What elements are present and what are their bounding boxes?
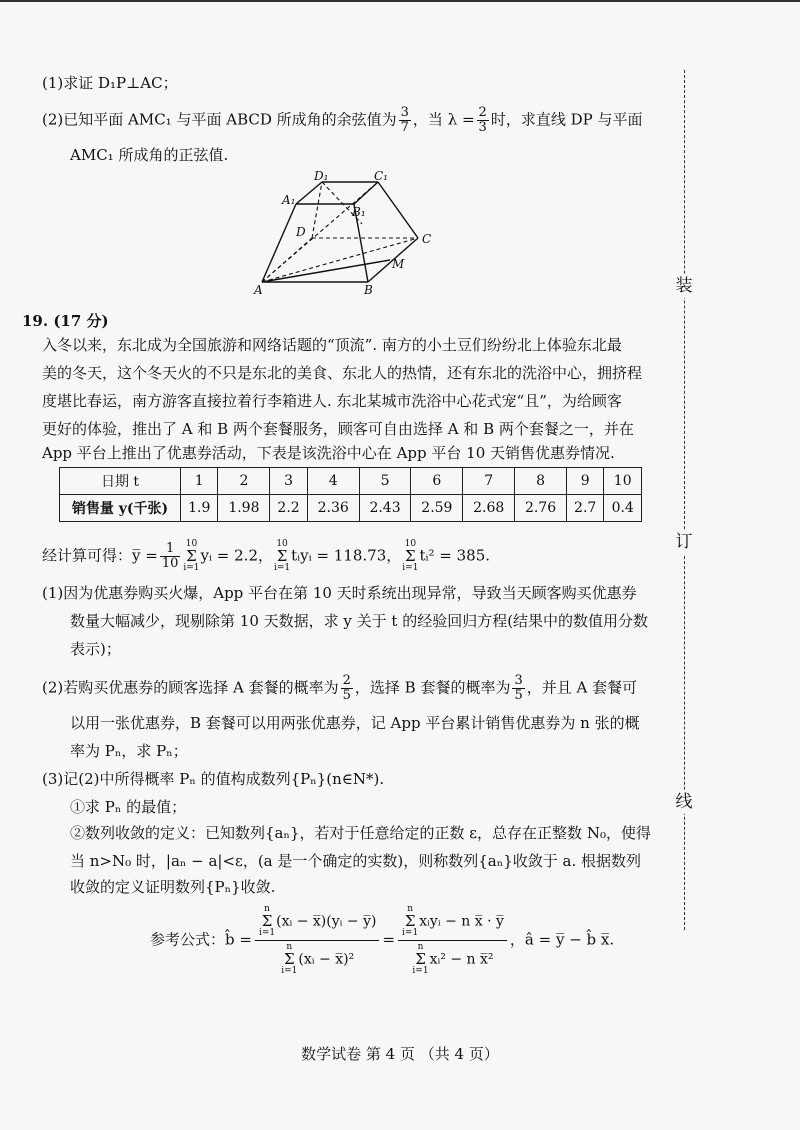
q19-part2-line2: 以用一张优惠券，B 套餐可以用两张优惠券，记 App 平台累计销售优惠券为 n 张的概: [70, 714, 640, 732]
day-cell: 10: [604, 468, 642, 495]
sales-cell: 2.7: [566, 495, 603, 522]
sales-cell: 2.36: [307, 495, 359, 522]
edge-A1D1: [296, 182, 322, 204]
sum-bottom: i=1: [281, 966, 298, 976]
binding-char-xian: 线: [672, 790, 696, 814]
sales-cell: 1.9: [181, 495, 218, 522]
label-D1: D₁: [314, 169, 329, 183]
formula-den-1: [255, 941, 380, 976]
calc-sum1: yᵢ = 2.2，: [200, 546, 273, 565]
table-row-days: [60, 468, 642, 495]
q18-part2-text-c: 时，求直线 DP 与平面: [490, 110, 643, 129]
label-A: A: [254, 283, 263, 296]
q18-part2-line2: AMC₁ 所成角的正弦值.: [70, 146, 229, 164]
label-B: B: [364, 283, 373, 296]
sum-top: n: [264, 904, 270, 914]
sigma: Σ: [415, 950, 426, 968]
label-B1: B₁: [352, 205, 366, 219]
sum-symbol: [402, 540, 418, 573]
p2-text-a: (2)若购买优惠券的顾客选择 A 套餐的概率为: [42, 678, 339, 697]
frustum-figure: [240, 168, 440, 296]
q19-part3-sub2-line3: 收敛的定义证明数列{Pₙ}收敛.: [70, 878, 276, 896]
sum-symbol: [274, 540, 290, 573]
p2-fraction-b: [512, 674, 524, 703]
calc-sum3: tᵢ² = 385.: [419, 546, 490, 565]
binding-char-zhuang: 装: [672, 274, 696, 298]
label-A1: A₁: [282, 193, 296, 207]
day-cell: 6: [411, 468, 463, 495]
sales-cell: 2.59: [411, 495, 463, 522]
q19-part2-line3: 率为 Pₙ，求 Pₙ；: [70, 742, 188, 760]
reference-formula: [150, 905, 614, 976]
frac-den: 3: [478, 120, 487, 135]
day-cell: 5: [359, 468, 411, 495]
q19-part2-line1: [42, 674, 637, 703]
frac-num: 2: [342, 673, 351, 688]
calc-fraction: [160, 542, 181, 571]
formula-num-2: [398, 905, 507, 941]
formula-num-1: [255, 905, 380, 941]
page-footer: 数学试卷 第 4 页 （共 4 页）: [301, 1045, 499, 1063]
sum-top: 10: [404, 539, 417, 549]
formula-den-2: [398, 941, 507, 976]
sum-top: 10: [185, 539, 198, 549]
frac-num: 3: [514, 673, 523, 688]
p2-text-b: ，选择 B 套餐的概率为: [354, 678, 511, 697]
sigma: Σ: [261, 912, 273, 930]
q19-part1-line2: 数量大幅减少，现剔除第 10 天数据，求 y 关于 t 的经验回归方程(结果中的数值用分数: [70, 612, 649, 630]
q18-part2-line1: [42, 106, 642, 135]
q18-cos-fraction: [399, 106, 411, 135]
sum-symbol: [402, 905, 418, 938]
sum-bottom: i=1: [183, 563, 200, 573]
p2-text-c: ，并且 A 套餐可: [526, 678, 638, 697]
day-cell: 7: [463, 468, 515, 495]
sum-bottom: i=1: [402, 563, 419, 573]
formula-num-1-text: (xᵢ − x̅)(yᵢ − y̅): [276, 913, 377, 930]
edge-AA1: [262, 204, 296, 282]
q19-part1-line3: 表示)；: [70, 640, 121, 658]
sum-bottom: i=1: [273, 563, 291, 573]
table-row-sales: [60, 495, 642, 522]
day-cell: 2: [218, 468, 270, 495]
q19-part1-line1: (1)因为优惠券购买火爆，App 平台在第 10 天时系统出现异常，导致当天顾客购买优惠券: [42, 584, 637, 602]
day-cell: 4: [307, 468, 359, 495]
sum-top: n: [417, 942, 424, 952]
sales-cell: 2.2: [270, 495, 307, 522]
sum-top: 10: [276, 539, 288, 549]
q19-part3-sub2-line2: 当 n>N₀ 时，|aₙ − a|<ε，(a 是一个确定的实数)，则称数列{aₙ}收敛于 a. 根据数列: [70, 852, 642, 870]
sales-cell: 0.4: [604, 495, 642, 522]
sum-bottom: i=1: [402, 928, 419, 938]
sales-table: [59, 467, 642, 522]
binding-char-ding: 订: [672, 530, 696, 554]
sum-symbol: [412, 943, 428, 976]
q18-part2-text-a: (2)已知平面 AMC₁ 与平面 ABCD 所成角的余弦值为: [42, 110, 397, 129]
sigma: Σ: [276, 547, 288, 565]
day-cell: 8: [515, 468, 567, 495]
q18-lambda-fraction: [477, 106, 489, 135]
table-header-date: 日期 t: [60, 468, 181, 495]
day-cell: 1: [181, 468, 218, 495]
p2-fraction-a: [341, 674, 353, 703]
formula-prefix: 参考公式：b̂ =: [150, 930, 252, 949]
q19-intro-line5: App 平台上推出了优惠券活动，下表是该洗浴中心在 App 平台 10 天销售优惠券情况.: [42, 444, 615, 462]
frac-num: 2: [478, 105, 487, 120]
formula-frac-1: [255, 905, 380, 976]
frac-den: 5: [342, 688, 351, 703]
calc-prefix: 经计算可得：: [42, 546, 133, 565]
q19-intro-line4: 更好的体验，推出了 A 和 B 两个套餐服务，顾客可自由选择 A 和 B 两个套餐之一，并在: [42, 420, 634, 438]
q19-intro-line1: 入冬以来，东北成为全国旅游和网络话题的“顶流”. 南方的小土豆们纷纷北上体验东北最: [42, 336, 622, 354]
label-D: D: [296, 225, 306, 239]
day-cell: 9: [566, 468, 603, 495]
sales-cell: 2.76: [515, 495, 567, 522]
frac-den: 5: [514, 688, 523, 703]
sales-cell: 1.98: [218, 495, 270, 522]
q19-part3: (3)记(2)中所得概率 Pₙ 的值构成数列{Pₙ}(n∈N*).: [42, 770, 385, 788]
formula-frac-2: [398, 905, 507, 976]
formula-suffix: ，â = y̅ − b̂ x̅.: [509, 930, 615, 949]
calc-sum2: tᵢyᵢ = 118.73，: [291, 546, 402, 565]
formula-eq: =: [382, 930, 396, 949]
frac-den: 10: [161, 556, 179, 571]
sum-bottom: i=1: [412, 966, 429, 976]
sum-symbol: [183, 540, 199, 573]
top-border-line: [0, 0, 800, 2]
label-C1: C₁: [374, 169, 388, 183]
formula-num-2-text: xᵢyᵢ − n x̅ · y̅: [419, 913, 504, 930]
label-C: C: [422, 232, 432, 246]
q19-intro-line2: 美的冬天，这个冬天火的不只是东北的美食、东北人的热情，还有东北的洗浴中心，拥挤程: [42, 364, 643, 382]
sales-cell: 2.43: [359, 495, 411, 522]
sales-cell: 2.68: [463, 495, 515, 522]
q19-title: 19. (17 分): [22, 312, 109, 330]
sum-bottom: i=1: [258, 928, 276, 938]
sigma: Σ: [186, 547, 197, 565]
q19-intro-line3: 度堪比春运，南方游客直接拉着行李箱进人. 东北某城市洗浴中心花式宠“且”，为给顾客: [42, 392, 622, 410]
q18-part2-text-b: ，当 λ =: [412, 110, 475, 129]
q19-part3-sub2-line1: ②数列收敛的定义：已知数列{aₙ}，若对于任意给定的正数 ε，总存在正整数 N₀，使得: [70, 824, 651, 842]
hidden-line-AC1: [262, 182, 378, 282]
q19-calc-line: [42, 540, 490, 573]
sigma: Σ: [405, 547, 416, 565]
frac-num: 3: [400, 105, 409, 120]
sum-top: n: [407, 904, 414, 914]
hidden-edge-DD1: [312, 182, 322, 238]
table-header-sales: 销售量 y(千张): [60, 495, 181, 522]
sum-top: n: [286, 942, 293, 952]
calc-ybar: y̅ =: [132, 546, 158, 565]
formula-den-1-text: (xᵢ − x̅)²: [298, 951, 355, 968]
q18-part1: (1)求证 D₁P⊥AC；: [42, 74, 178, 92]
sigma: Σ: [404, 912, 416, 930]
frac-den: 7: [400, 120, 409, 135]
day-cell: 3: [270, 468, 307, 495]
sigma: Σ: [284, 950, 295, 968]
edge-C1C: [378, 182, 418, 238]
sum-symbol: [281, 943, 297, 976]
frac-num: 1: [160, 542, 181, 557]
sum-symbol: [259, 905, 275, 938]
q19-part3-sub1: ①求 Pₙ 的最值；: [70, 798, 187, 816]
formula-den-2-text: xᵢ² − n x̅²: [429, 951, 494, 968]
label-M: M: [392, 257, 405, 271]
